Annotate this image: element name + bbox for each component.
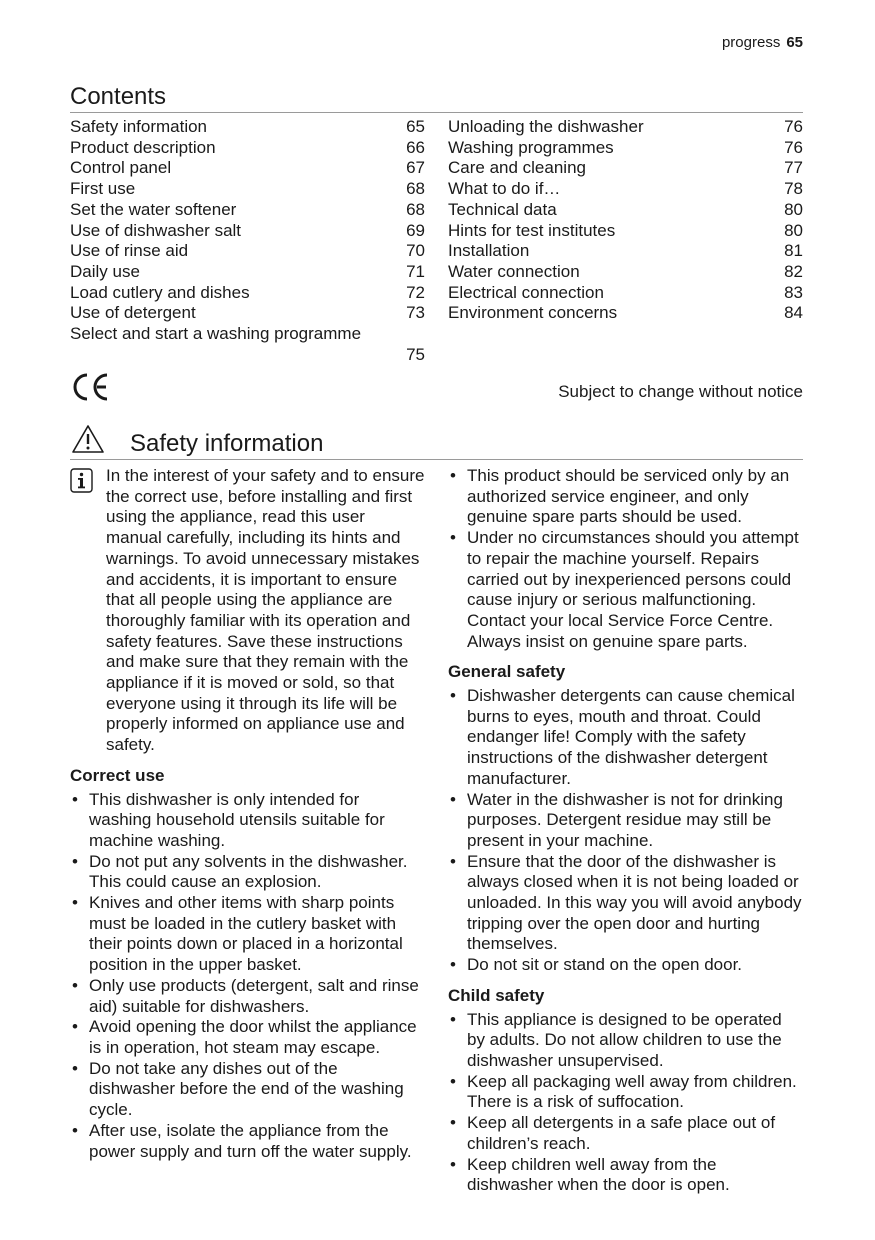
general-safety-list bbox=[448, 686, 803, 976]
toc-entry-page: 72 bbox=[406, 282, 425, 302]
toc-entry[interactable] bbox=[448, 221, 803, 242]
service-list bbox=[448, 466, 803, 652]
toc-right-column bbox=[448, 117, 803, 324]
toc-entry-label: Hints for test institutes bbox=[448, 220, 616, 240]
toc-entry-label: Electrical connection bbox=[448, 282, 604, 302]
toc-entry[interactable] bbox=[448, 179, 803, 200]
safety-divider bbox=[70, 459, 803, 460]
correct-use-heading: Correct use bbox=[70, 765, 165, 785]
toc-entry[interactable] bbox=[70, 303, 425, 324]
ce-mark-icon bbox=[71, 372, 111, 402]
toc-entry-page: 67 bbox=[406, 158, 425, 178]
toc-entry-page: 68 bbox=[406, 179, 425, 199]
list-item: • Knives and other items with sharp points must be loaded in the cutlery basket with their points down or placed in a horizontal position in the upper basket. bbox=[70, 893, 425, 976]
toc-entry-page: 65 bbox=[406, 117, 425, 136]
list-item: • This product should be serviced only by an authorized service engineer, and only genuine spare parts should be used. bbox=[448, 466, 803, 528]
toc-entry-label: First use bbox=[70, 179, 136, 199]
list-item: • Only use products (detergent, salt and rinse aid) suitable for dishwashers. bbox=[70, 976, 425, 1017]
toc-entry[interactable] bbox=[70, 262, 425, 283]
toc-entry[interactable] bbox=[70, 200, 425, 221]
toc-entry-page: 80 bbox=[784, 220, 803, 240]
general-safety-heading: General safety bbox=[448, 662, 566, 682]
safety-left-column bbox=[70, 466, 425, 1162]
list-item: • After use, isolate the appliance from the power supply and turn off the water supply. bbox=[70, 1121, 425, 1162]
list-item: • Under no circumstances should you attempt to repair the machine yourself. Repairs carried out by inexperienced persons could cause injury or serious malfunctioning. Contact your local Service Force Centre. Always insist on genuine spare parts. bbox=[448, 528, 803, 652]
toc-entry-label: Installation bbox=[448, 241, 530, 261]
toc-entry[interactable] bbox=[70, 241, 425, 262]
toc-entry-page: 69 bbox=[406, 220, 425, 240]
toc-entry[interactable] bbox=[448, 138, 803, 159]
correct-use-list bbox=[70, 790, 425, 1163]
toc-entry-page: 71 bbox=[406, 261, 425, 281]
toc-entry-page: 75 bbox=[406, 344, 425, 364]
toc-entry-label: Load cutlery and dishes bbox=[70, 282, 250, 302]
safety-title: Safety information bbox=[130, 430, 324, 457]
header-section: progress bbox=[721, 34, 781, 51]
toc-left-column bbox=[70, 117, 425, 365]
child-safety-heading: Child safety bbox=[448, 985, 545, 1005]
toc-entry[interactable] bbox=[70, 158, 425, 179]
change-notice: Subject to change without notice bbox=[558, 382, 803, 401]
list-item: • This dishwasher is only intended for washing household utensils suitable for machine washing. bbox=[70, 790, 425, 852]
toc-entry[interactable] bbox=[448, 241, 803, 262]
toc-entry-page: 70 bbox=[406, 241, 425, 261]
toc-entry[interactable] bbox=[70, 179, 425, 200]
list-item: • Do not take any dishes out of the dishwasher before the end of the washing cycle. bbox=[70, 1059, 425, 1121]
list-item: • Keep all packaging well away from children. There is a risk of suffocation. bbox=[448, 1072, 803, 1113]
toc-entry-label: Set the water softener bbox=[70, 199, 237, 219]
toc-entry-page: 76 bbox=[784, 137, 803, 157]
contents-title: Contents bbox=[70, 83, 167, 110]
toc-entry-label: Product description bbox=[70, 137, 216, 157]
page-number: 65 bbox=[786, 34, 803, 51]
toc-entry-label: Washing programmes bbox=[448, 137, 614, 157]
toc-entry-page: 83 bbox=[784, 282, 803, 302]
toc-entry[interactable] bbox=[70, 117, 425, 138]
toc-entry-page: 73 bbox=[406, 303, 425, 323]
toc-entry-page: 77 bbox=[784, 158, 803, 178]
info-note bbox=[70, 466, 425, 756]
safety-right-column bbox=[448, 466, 803, 1196]
toc-entry-label: What to do if… bbox=[448, 179, 561, 199]
list-item: • Water in the dishwasher is not for drinking purposes. Detergent residue may still be present in your machine. bbox=[448, 790, 803, 852]
toc-entry-label: Use of rinse aid bbox=[70, 241, 189, 261]
toc-entry-page: 78 bbox=[784, 179, 803, 199]
toc-entry-label: Use of detergent bbox=[70, 303, 196, 323]
toc-entry-page: 82 bbox=[784, 261, 803, 281]
toc-entry[interactable] bbox=[448, 158, 803, 179]
info-icon bbox=[70, 468, 93, 493]
toc-entry[interactable] bbox=[70, 283, 425, 304]
toc-entry-label: Environment concerns bbox=[448, 303, 618, 323]
list-item: • Keep all detergents in a safe place out of children’s reach. bbox=[448, 1113, 803, 1154]
toc-entry[interactable] bbox=[448, 283, 803, 304]
child-safety-list bbox=[448, 1010, 803, 1196]
toc-entry-label: Unloading the dishwasher bbox=[448, 117, 644, 136]
toc-entry-label: Select and start a washing programme bbox=[70, 324, 362, 344]
toc-entry-page: 81 bbox=[784, 241, 803, 261]
toc-entry[interactable] bbox=[70, 324, 425, 365]
toc-entry[interactable] bbox=[70, 138, 425, 159]
toc-entry-label: Technical data bbox=[448, 199, 557, 219]
toc-entry-label: Control panel bbox=[70, 158, 172, 178]
list-item: • Avoid opening the door whilst the appliance is in operation, hot steam may escape. bbox=[70, 1017, 425, 1058]
toc-entry-page: 84 bbox=[784, 303, 803, 323]
toc-entry-page: 80 bbox=[784, 199, 803, 219]
list-item: • Do not sit or stand on the open door. bbox=[448, 955, 803, 976]
list-item: • Ensure that the door of the dishwasher is always closed when it is not being loaded or unloaded. In this way you will avoid anybody tripping over the open door and hurting themselves. bbox=[448, 852, 803, 956]
list-item: • Do not put any solvents in the dishwasher. This could cause an explosion. bbox=[70, 852, 425, 893]
toc-entry[interactable] bbox=[70, 221, 425, 242]
warning-triangle-icon bbox=[71, 424, 105, 454]
contents-divider bbox=[70, 112, 803, 113]
toc-entry-label: Water connection bbox=[448, 261, 580, 281]
toc-entry-page: 68 bbox=[406, 199, 425, 219]
list-item: • Dishwasher detergents can cause chemical burns to eyes, mouth and throat. Could endanger life! Comply with the safety instructions of the dishwasher detergent manufacturer. bbox=[448, 686, 803, 790]
toc-entry-label: Use of dishwasher salt bbox=[70, 220, 242, 240]
info-text: In the interest of your safety and to ensure the correct use, before installing and first using the appliance, read this user manual carefully, including its hints and warnings. To avoid unnecessary mistakes and accidents, it is important to ensure that all people using the appliance are thoroughly familiar with its operation and safety features. Save these instructions and make sure that they remain with the appliance if it is moved or sold, so that everyone using it through its life will be properly informed on appliance use and safety. bbox=[106, 466, 425, 755]
toc-entry-label: Safety information bbox=[70, 117, 208, 136]
toc-entry[interactable] bbox=[448, 117, 803, 138]
list-item: • This appliance is designed to be operated by adults. Do not allow children to use the dishwasher unsupervised. bbox=[448, 1010, 803, 1072]
list-item: • Keep children well away from the dishwasher when the door is open. bbox=[448, 1155, 803, 1196]
toc-entry-page: 66 bbox=[406, 137, 425, 157]
toc-entry-label: Care and cleaning bbox=[448, 158, 586, 178]
toc-entry-label: Daily use bbox=[70, 261, 140, 281]
toc-entry[interactable] bbox=[448, 262, 803, 283]
toc-entry-page: 76 bbox=[784, 117, 803, 136]
toc-entry[interactable] bbox=[448, 303, 803, 324]
page-header bbox=[722, 34, 803, 51]
toc-entry[interactable] bbox=[448, 200, 803, 221]
